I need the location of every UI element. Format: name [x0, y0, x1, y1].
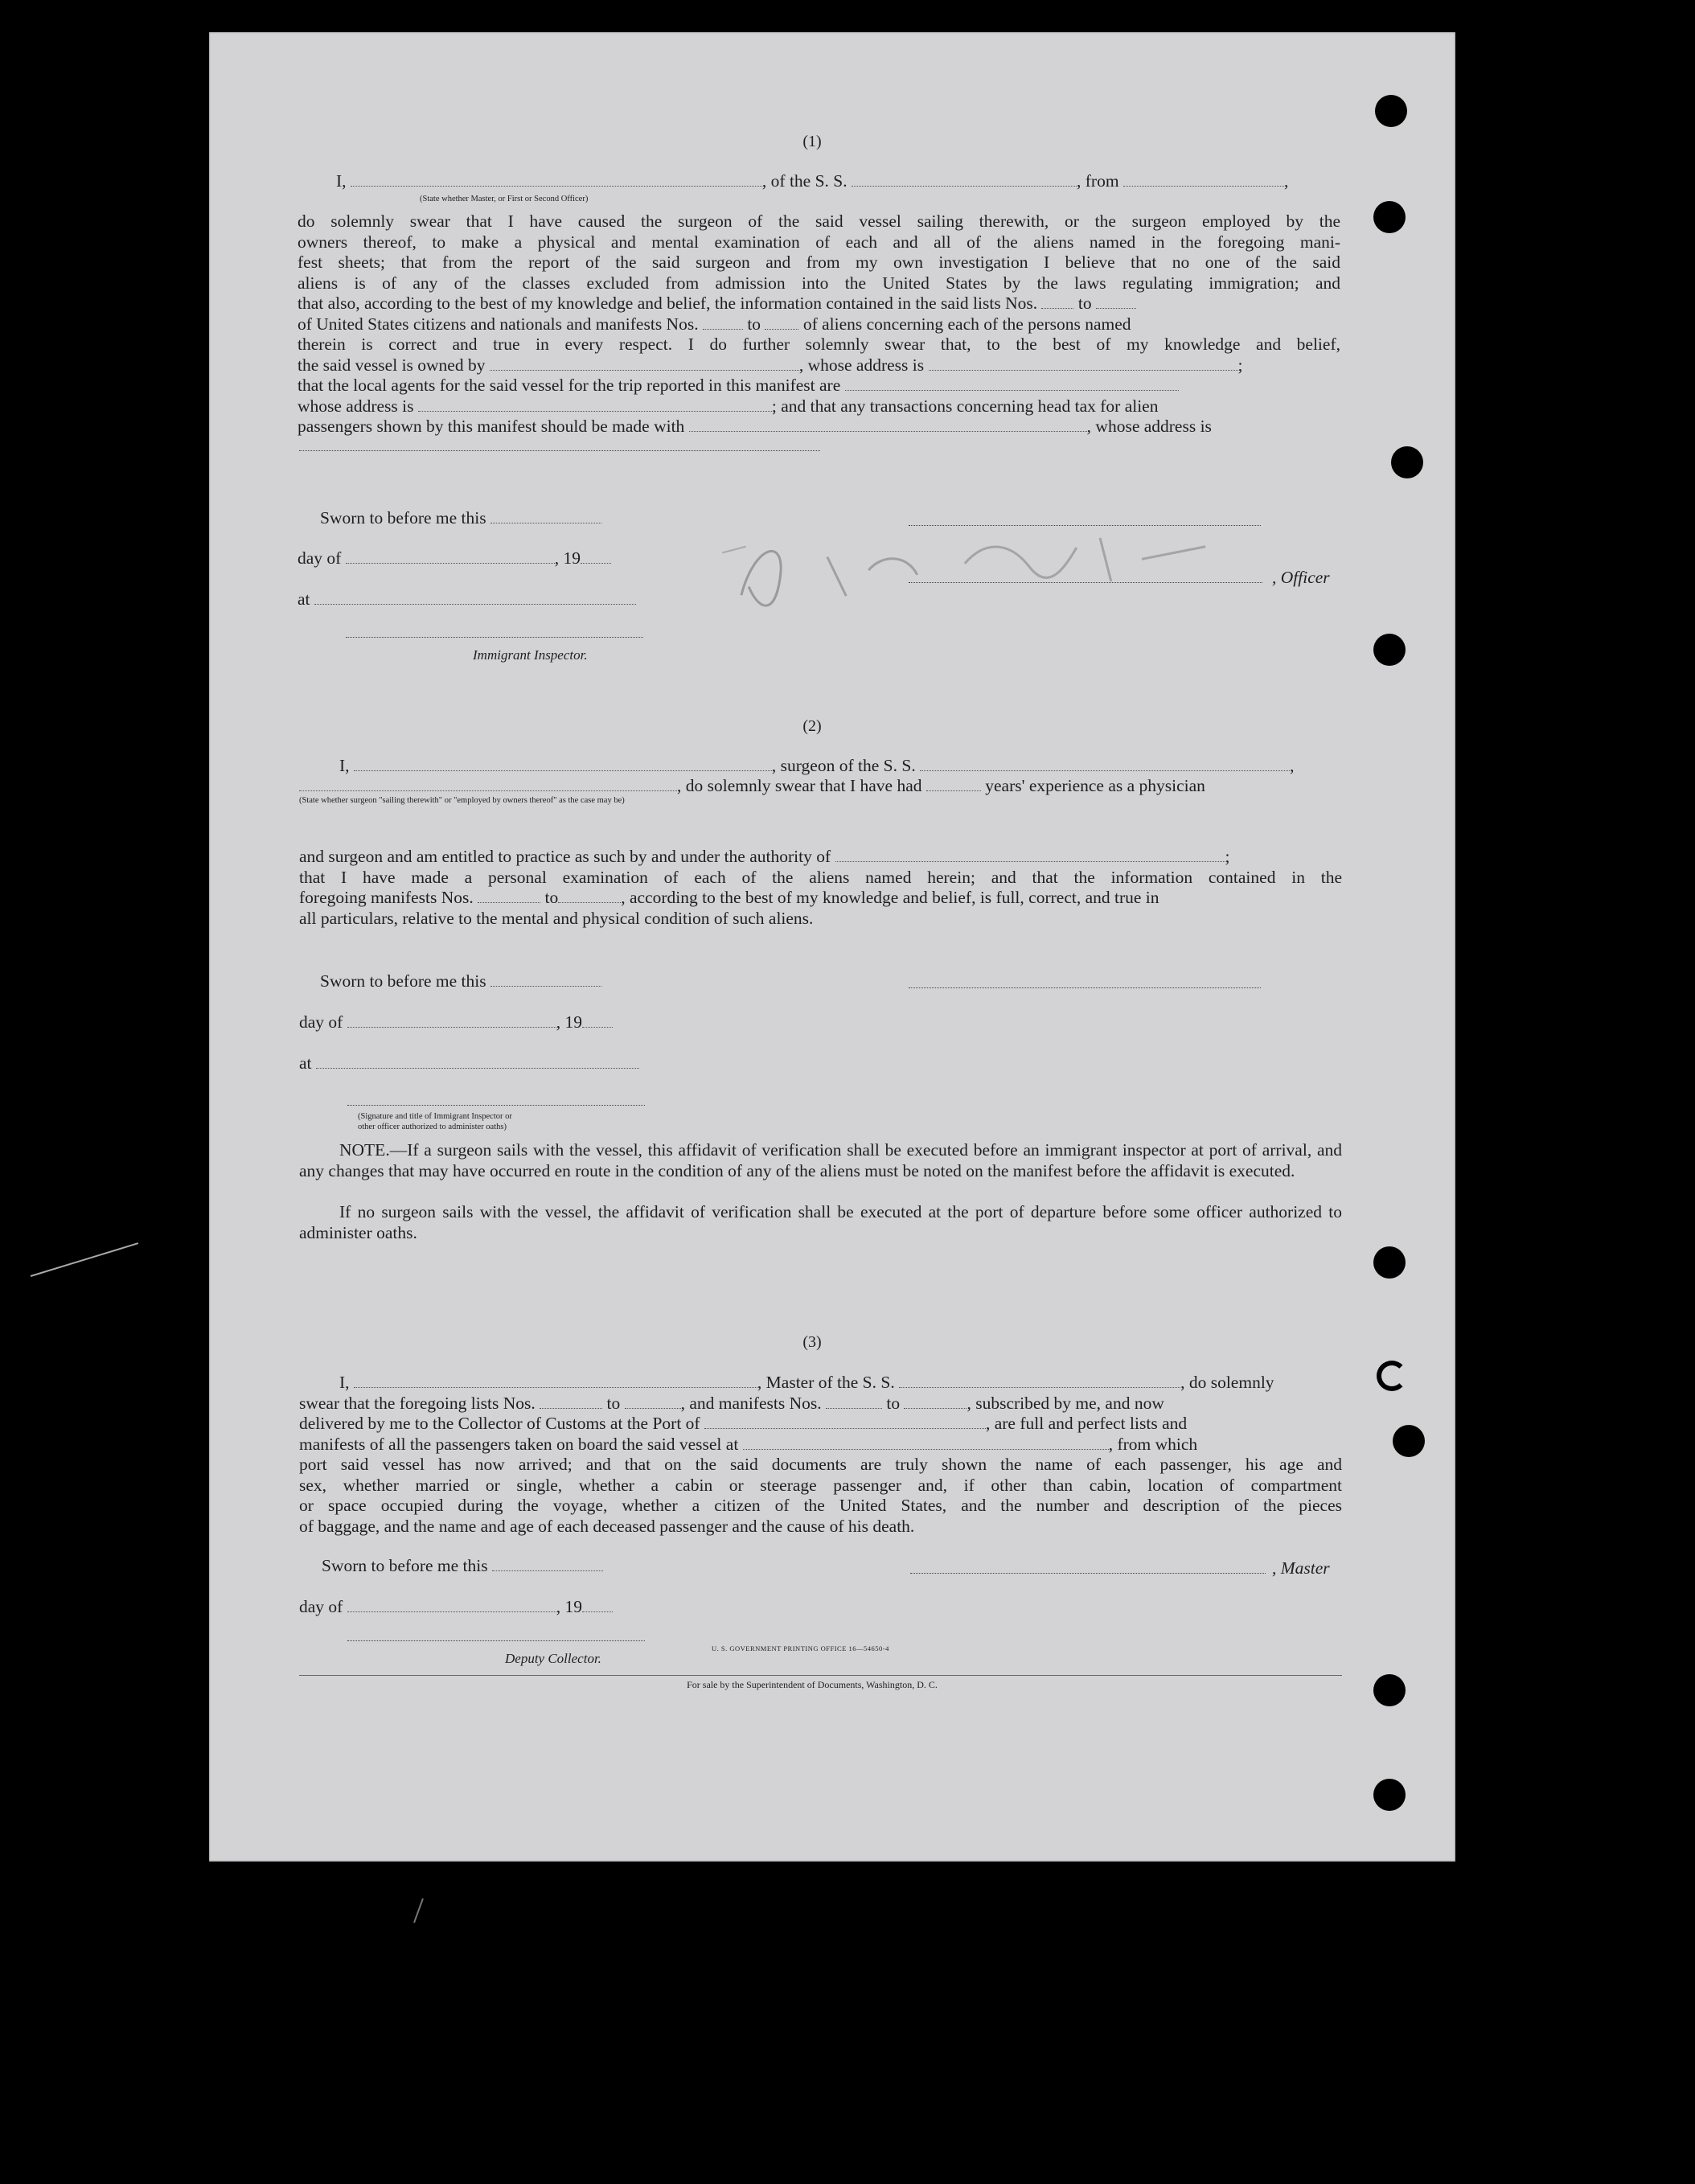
s3-to-label-2: to — [886, 1393, 901, 1413]
s2-year-label: , 19 — [556, 1012, 582, 1032]
s2-at-label: at — [299, 1053, 312, 1073]
s2-manifests-line — [299, 888, 1159, 909]
s2-authority-label: and surgeon and am entitled to practice as such by and under the authority of — [299, 847, 831, 866]
s2-day-line — [299, 1012, 613, 1033]
s2-authority-line — [299, 847, 1229, 868]
s1-month-blank[interactable] — [346, 550, 555, 564]
s3-perfect-label: , are full and perfect lists and — [985, 1414, 1188, 1433]
s1-body-line-5 — [298, 294, 1136, 314]
s3-master-label: , Master — [1272, 1558, 1330, 1578]
s1-owner-blank[interactable] — [490, 357, 799, 371]
section-1-number: (1) — [802, 133, 822, 150]
s1-agent-address-blank[interactable] — [418, 398, 772, 412]
punch-hole — [1393, 1425, 1425, 1457]
punch-hole — [1391, 446, 1423, 478]
s1-body-line-9 — [298, 376, 1179, 396]
s1-agents-label: that the local agents for the said vessel for the trip reported in this manifest are — [298, 376, 841, 395]
s1-semicolon: ; — [1237, 355, 1243, 375]
s1-inspector-line[interactable] — [346, 637, 643, 638]
s3-sworn-day-blank[interactable] — [492, 1558, 603, 1571]
s2-semicolon: ; — [1225, 847, 1230, 866]
s1-port-from-blank[interactable] — [1123, 173, 1284, 187]
s3-vessel-port-blank[interactable] — [743, 1436, 1109, 1450]
section-3-number: (3) — [802, 1333, 822, 1351]
s2-surgeon-signature-line[interactable] — [909, 987, 1261, 988]
s2-day-label: day of — [299, 1012, 343, 1032]
s1-lists-from-blank[interactable] — [1041, 295, 1073, 309]
s2-i-label: I, — [339, 756, 350, 775]
s1-oath-line — [336, 171, 1288, 192]
s1-ship-name-blank[interactable] — [852, 173, 1077, 187]
s3-day-line — [299, 1597, 613, 1618]
s2-knowledge-label: , according to the best of my knowledge and belief, is full, correct, and true in — [621, 888, 1159, 907]
s2-note-text-1: —If a surgeon sails with the vessel, this affidavit of verification shall be executed before an immigrant inspector at port of arrival, and any changes that may have occurred en route in the condition of any of the aliens must be noted on the manifest before the affidavit is executed. — [299, 1140, 1342, 1180]
s3-subscribed-label: , subscribed by me, and now — [967, 1393, 1164, 1413]
s1-agents-blank[interactable] — [845, 377, 1179, 391]
s1-lists-label: that also, according to the best of my knowledge and belief, the information contained in the said lists Nos. — [298, 294, 1038, 313]
s1-at-blank[interactable] — [314, 591, 636, 605]
s2-inspector-line[interactable] — [347, 1105, 645, 1106]
s3-lists-label: swear that the foregoing lists Nos. — [299, 1393, 536, 1413]
s3-vessel-label: manifests of all the passengers taken on board the said vessel at — [299, 1434, 739, 1454]
s3-year-blank[interactable] — [582, 1599, 613, 1612]
s2-particulars-line: all particulars, relative to the mental and physical condition of such aliens. — [299, 908, 814, 928]
s2-manifests-to-blank[interactable] — [558, 889, 621, 903]
s2-manifests-from-blank[interactable] — [478, 889, 540, 903]
s2-at-blank[interactable] — [316, 1055, 639, 1069]
s2-note-1 — [299, 1140, 1342, 1181]
s2-oath-line — [339, 756, 1294, 777]
sale-notice: For sale by the Superintendent of Documents, Washington, D. C. — [687, 1679, 938, 1690]
s2-sworn-day-blank[interactable] — [490, 973, 601, 987]
gpo-imprint: U. S. GOVERNMENT PRINTING OFFICE 16—54650-4 — [712, 1644, 889, 1652]
s1-to-label: to — [1077, 294, 1092, 313]
s1-sworn-line — [320, 508, 601, 529]
s1-day-label: day of — [298, 548, 342, 568]
s3-i-label: I, — [339, 1373, 350, 1392]
s3-body-line-1: port said vessel has now arrived; and that on the said documents are truly shown the name of each passenger, his age and — [299, 1455, 1342, 1474]
s2-years-blank[interactable] — [926, 778, 981, 791]
film-scratch — [31, 1242, 138, 1277]
s1-citizens-label: of United States citizens and nationals and manifests Nos. — [298, 314, 699, 334]
s1-to-label-2: to — [747, 314, 761, 334]
s1-owner-address-blank[interactable] — [929, 357, 1238, 371]
s1-body-line-11 — [298, 417, 1212, 437]
s1-at-line — [298, 589, 636, 610]
s2-at-line — [299, 1053, 639, 1074]
s3-oath-line — [339, 1373, 1274, 1394]
s3-lists-line — [299, 1394, 1164, 1414]
s1-year-blank[interactable] — [581, 550, 611, 564]
s1-body-line-3: fest sheets; that from the report of the said surgeon and from my own investigation I believe that no one of the said — [298, 252, 1340, 272]
s3-year-label: , 19 — [556, 1597, 582, 1616]
s2-physician-label: years' experience as a physician — [985, 776, 1205, 795]
s3-master-signature-line[interactable] — [910, 1573, 1266, 1574]
s3-sworn-line — [322, 1556, 603, 1577]
s3-solemnly-label: , do solemnly — [1180, 1373, 1274, 1392]
s3-body-line-2: sex, whether married or single, whether a cabin or steerage passenger and, if other than cabin, location of compartment — [299, 1475, 1342, 1495]
s3-manifests-label: , and manifests Nos. — [680, 1393, 822, 1413]
s1-address-label-2: , whose address is — [1086, 417, 1212, 436]
s1-of-ss-label: , of the S. S. — [761, 171, 848, 191]
s1-i-label: I, — [336, 171, 347, 191]
s3-lists-to-blank[interactable] — [625, 1395, 681, 1409]
s3-manifests-from-blank[interactable] — [826, 1395, 882, 1409]
s3-month-blank[interactable] — [347, 1599, 556, 1612]
s2-experience-label: , do solemnly swear that I have had — [677, 776, 922, 795]
s1-lists-to-blank[interactable] — [1096, 295, 1136, 309]
s1-body-line-1: do solemnly swear that I have caused the surgeon of the said vessel sailing therewith, or the surgeon employed by the — [298, 211, 1340, 231]
torn-punch-hole — [1377, 1361, 1407, 1391]
s3-collector-label: delivered by me to the Collector of Customs at the Port of — [299, 1414, 700, 1433]
s3-from-which-label: , from which — [1108, 1434, 1198, 1454]
s2-experience-line — [299, 776, 1205, 797]
s3-vessel-line — [299, 1435, 1197, 1455]
s3-collector-line[interactable] — [347, 1640, 645, 1641]
s3-manifests-to-blank[interactable] — [904, 1395, 967, 1409]
s1-day-line — [298, 548, 611, 569]
s1-body-line-7: therein is correct and true in every respect. I do further solemnly swear that, to the best of my knowledge and belief, — [298, 335, 1340, 354]
punch-hole — [1375, 95, 1407, 127]
s2-month-blank[interactable] — [347, 1014, 556, 1028]
s2-sworn-line — [320, 971, 601, 992]
s1-year-label: , 19 — [554, 548, 581, 568]
s2-sig-title-1: (Signature and title of Immigrant Inspector or — [358, 1112, 512, 1121]
manifest-page — [209, 32, 1455, 1862]
s1-inspector-label: Immigrant Inspector. — [473, 647, 588, 663]
s1-officer-label: , Officer — [1272, 568, 1330, 587]
punch-hole — [1373, 1246, 1406, 1279]
s1-passengers-label: passengers shown by this manifest should be made with — [298, 417, 685, 436]
s1-body-line-8 — [298, 355, 1242, 376]
s1-from-label: , from — [1077, 171, 1119, 191]
s2-surgeon-ss-label: , surgeon of the S. S. — [771, 756, 916, 775]
s1-address-label: , whose address is — [798, 355, 925, 375]
punch-hole — [1373, 201, 1406, 233]
s2-sig-title-2: other officer authorized to administer oaths) — [358, 1123, 507, 1131]
s3-master-ss-label: , Master of the S. S. — [757, 1373, 895, 1392]
s2-comma: , — [1290, 756, 1295, 775]
s1-comma: , — [1283, 171, 1289, 191]
s2-year-blank[interactable] — [582, 1014, 613, 1028]
s1-body-line-4: aliens is of any of the classes excluded from admission into the United States by the laws regulating immigration; and — [298, 273, 1340, 293]
s1-body-line-6 — [298, 314, 1131, 335]
s3-body-line-4: of baggage, and the name and age of each deceased passenger and the cause of his death. — [299, 1516, 915, 1536]
s3-master-name-blank[interactable] — [354, 1374, 757, 1388]
s1-agent-address-label: whose address is — [298, 396, 414, 416]
s3-day-label: day of — [299, 1597, 343, 1616]
s3-lists-from-blank[interactable] — [540, 1395, 602, 1409]
s3-to-label: to — [606, 1393, 621, 1413]
s3-sworn-label: Sworn to before me this — [322, 1556, 488, 1575]
punch-hole — [1373, 1674, 1406, 1706]
film-scratch — [413, 1899, 424, 1923]
s1-at-label: at — [298, 589, 310, 609]
s1-aliens-label: of aliens concerning each of the persons named — [802, 314, 1131, 334]
s2-capacity-hint: (State whether surgeon "sailing therewith" or "employed by owners thereof" as the case may be) — [299, 796, 625, 805]
footer-rule — [299, 1675, 1342, 1676]
s1-manifests-to-blank[interactable] — [765, 316, 798, 330]
punch-hole — [1373, 634, 1406, 666]
s2-note-label: NOTE. — [339, 1140, 390, 1160]
s3-body-line-3: or space occupied during the voyage, whether a citizen of the United States, and the number and description of the pieces — [299, 1496, 1342, 1515]
s1-body-line-10 — [298, 396, 1158, 417]
s1-body-line-2: owners thereof, to make a physical and mental examination of each and all of the aliens named in the foregoing mani- — [298, 232, 1340, 252]
s2-ship-name-blank[interactable] — [920, 757, 1290, 771]
s2-capacity-blank[interactable] — [299, 778, 677, 791]
s2-manifests-label: foregoing manifests Nos. — [299, 888, 474, 907]
s1-transactions-blank[interactable] — [689, 418, 1087, 432]
punch-hole — [1373, 1779, 1406, 1811]
s1-officer-title-blank[interactable] — [351, 173, 762, 187]
s1-address-line[interactable] — [299, 450, 820, 451]
s3-port-blank[interactable] — [704, 1415, 986, 1429]
s2-authority-blank[interactable] — [835, 848, 1225, 862]
s2-note-2: If no surgeon sails with the vessel, the affidavit of verification shall be executed at the port of departure before some officer authorized to administer oaths. — [299, 1202, 1342, 1242]
section-2-number: (2) — [802, 717, 822, 735]
s1-sworn-label: Sworn to before me this — [320, 508, 486, 528]
s2-surgeon-name-blank[interactable] — [354, 757, 772, 771]
s1-owned-label: the said vessel is owned by — [298, 355, 486, 375]
s1-officer-hint: (State whether Master, or First or Second Officer) — [420, 195, 589, 203]
s1-manifests-from-blank[interactable] — [703, 316, 743, 330]
s2-exam-line: that I have made a personal examination of each of the aliens named herein; and that the information contained in the — [299, 867, 1342, 887]
s1-headtax-label: ; and that any transactions concerning head tax for alien — [771, 396, 1159, 416]
s2-sworn-label: Sworn to before me this — [320, 971, 486, 991]
s3-collector-label: Deputy Collector. — [505, 1651, 601, 1666]
faint-signature-mark — [720, 498, 1225, 633]
s3-ship-name-blank[interactable] — [899, 1374, 1180, 1388]
s2-to-label: to — [544, 888, 559, 907]
s1-sworn-day-blank[interactable] — [490, 510, 601, 523]
s3-port-line — [299, 1414, 1187, 1435]
